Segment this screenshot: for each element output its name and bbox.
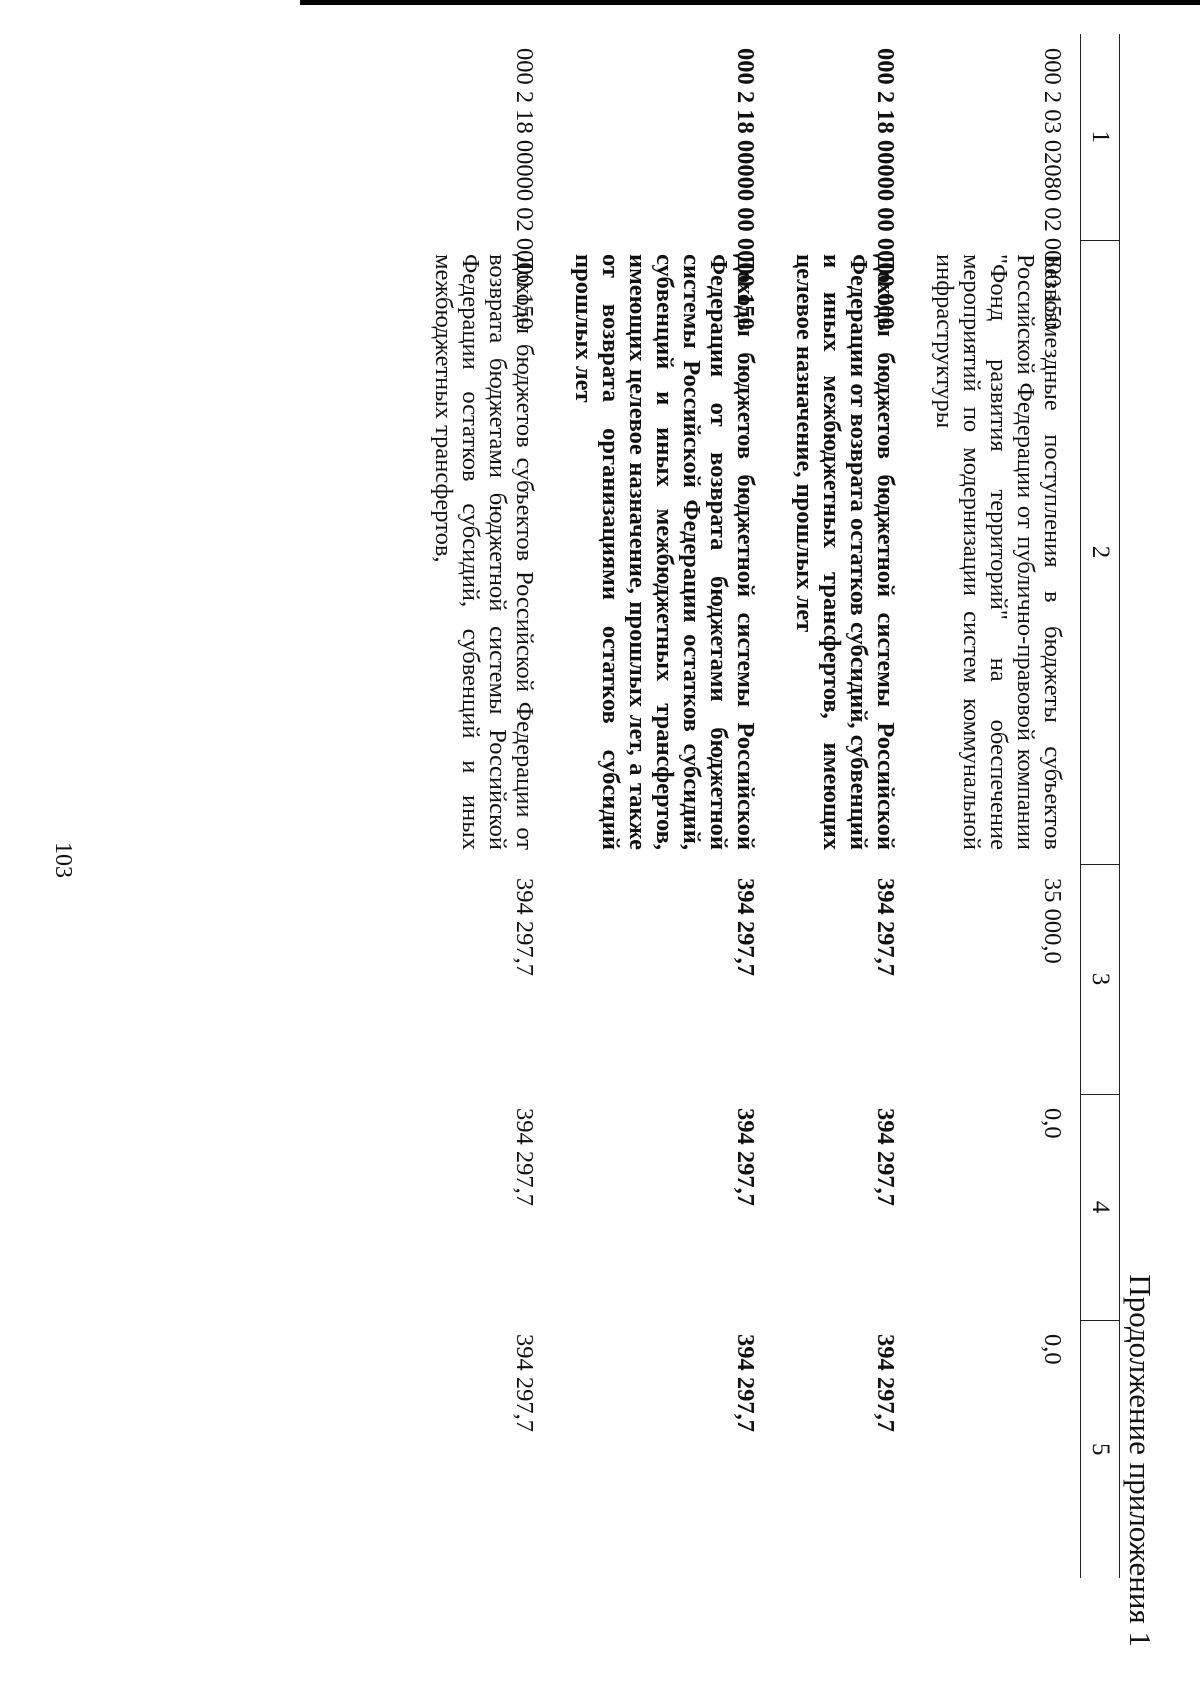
row-name: Доходы бюджетов субъектов Российской Федерации от возврата бюджетами бюджетной системы Российской Федерации остатков субсидий, субвенций и иных межбюджетных трансфертов,	[430, 254, 538, 850]
row-name: Доходы бюджетов бюджетной системы Российской Федерации от возврата остатков субсидий, субвенций и иных межбюджетных трансфертов, имеющих целевое назначение, прошлых лет	[791, 254, 899, 850]
row-code: 000 2 03 02080 02 0000 150	[1039, 48, 1066, 330]
row-value-col4: 394 297,7	[732, 1108, 759, 1206]
table-row	[412, 34, 552, 1578]
budget-table	[412, 34, 1120, 1578]
column-header-4: 4	[1081, 1094, 1120, 1320]
appendix-label: Продолжение приложения 1	[1123, 1274, 1158, 1647]
row-code: 000 2 18 00000 00 0000 000	[872, 48, 899, 330]
row-name: Безвозмездные поступления в бюджеты субъектов Российской Федерации от публично-правовой компании "Фонд развития территорий" на обеспечение мероприятий по модернизации систем коммунальной инфраструктуры	[931, 254, 1066, 850]
row-value-col3: 394 297,7	[872, 878, 899, 976]
row-value-col4: 0,0	[1039, 1108, 1066, 1139]
page-number: 103	[50, 842, 76, 878]
table-row	[552, 34, 773, 1578]
row-code: 000 2 18 00000 02 0000 150	[511, 48, 538, 330]
row-name: Доходы бюджетов бюджетной системы Российской Федерации от возврата бюджетами бюджетной системы Российской Федерации остатков субсидий, субвенций и иных межбюджетных трансфертов, имеющих целевое назначение, прошлых лет, а также от возврата организациями остатков субсидий прошлых лет	[570, 254, 759, 850]
table-row	[773, 34, 913, 1578]
row-value-col4: 394 297,7	[511, 1108, 538, 1206]
row-value-col5: 394 297,7	[511, 1334, 538, 1432]
column-header-2: 2	[1081, 240, 1120, 864]
row-value-col3: 394 297,7	[511, 878, 538, 976]
column-header-3: 3	[1081, 864, 1120, 1094]
column-header-5: 5	[1081, 1320, 1120, 1578]
table-row	[913, 34, 1081, 1578]
row-value-col5: 0,0	[1039, 1334, 1066, 1365]
row-value-col5: 394 297,7	[732, 1334, 759, 1432]
row-value-col3: 35 000,0	[1039, 878, 1066, 964]
row-value-col3: 394 297,7	[732, 878, 759, 976]
row-value-col4: 394 297,7	[872, 1108, 899, 1206]
column-header-1: 1	[1081, 34, 1120, 240]
row-code: 000 2 18 00000 00 0000 150	[732, 48, 759, 330]
row-value-col5: 394 297,7	[872, 1334, 899, 1432]
header-row	[1081, 34, 1120, 1578]
